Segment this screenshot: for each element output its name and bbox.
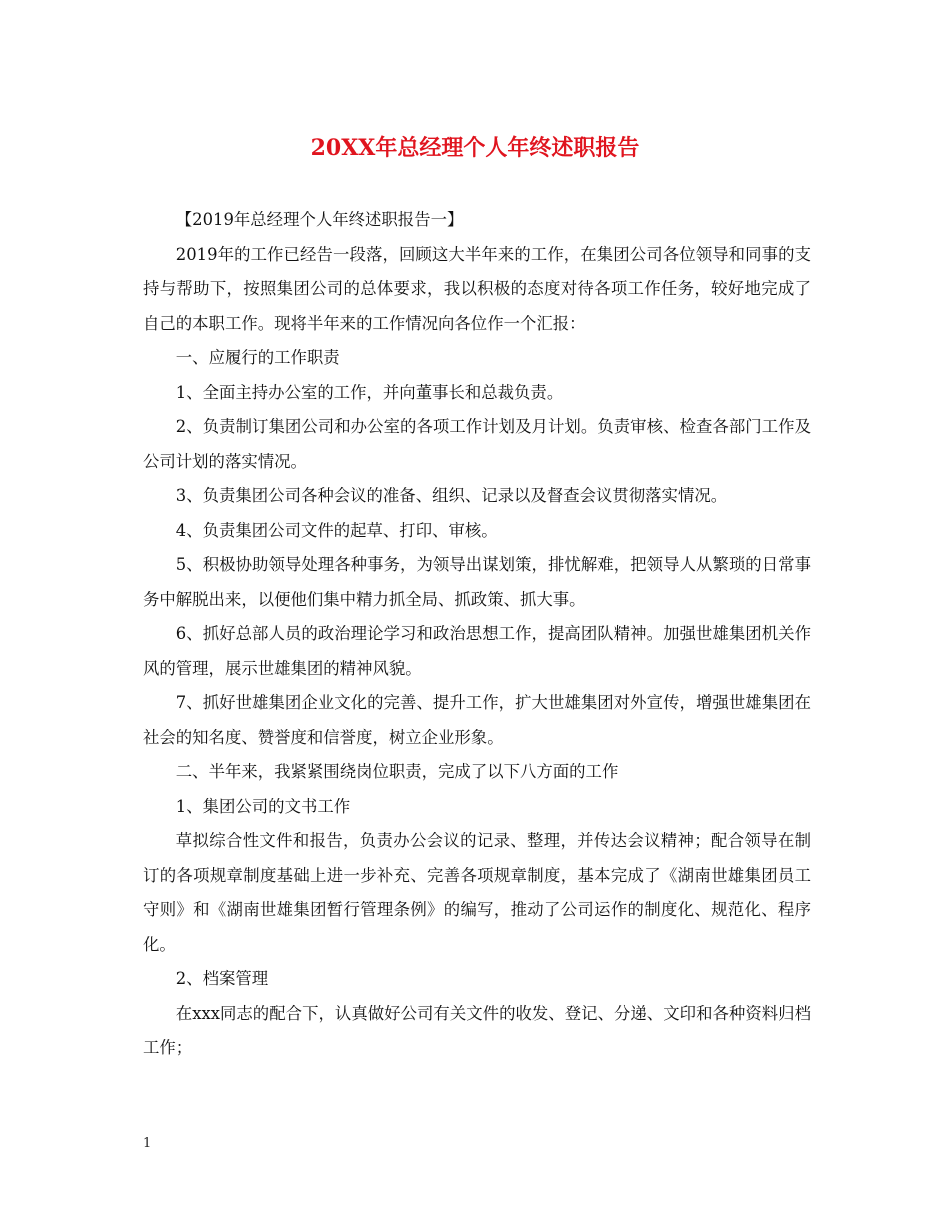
paragraph-work-1: 1、集团公司的文书工作 <box>175 796 351 816</box>
document-body <box>143 203 811 1066</box>
paragraph-work-1-detail: 草拟综合性文件和报告，负责办公会议的记录、整理，并传达会议精神；配合领导在制订的各项规章制度基础上进一步补充、完善各项规章制度，基本完成了《湖南世雄集团员工守则》和《湖南世雄集团暂行管理条例》的编写，推动了公司运作的制度化、规范化、程序化。 <box>143 831 811 954</box>
paragraph-work-2: 2、档案管理 <box>175 969 269 988</box>
document-title: 20XX年总经理个人年终述职报告 <box>310 135 640 161</box>
paragraph-duty-3: 3、负责集团公司各种会议的准备、组织、记录以及督查会议贯彻落实情况。 <box>175 486 728 505</box>
paragraph-duty-7: 7、抓好世雄集团企业文化的完善、提升工作，扩大世雄集团对外宣传，增强世雄集团在社会的知名度、赞誉度和信誉度，树立企业形象。 <box>143 693 811 747</box>
paragraph-duty-1: 1、全面主持办公室的工作，并向董事长和总裁负责。 <box>175 382 564 402</box>
page-number: 1 <box>143 1136 152 1151</box>
paragraph-work-2-detail: 在xxx同志的配合下，认真做好公司有关文件的收发、登记、分递、文印和各种资料归档工作； <box>143 1003 811 1057</box>
paragraph-duty-6: 6、抓好总部人员的政治理论学习和政治思想工作，提高团队精神。加强世雄集团机关作风的管理，展示世雄集团的精神风貌。 <box>143 624 811 678</box>
paragraph-heading-duties: 一、应履行的工作职责 <box>175 348 340 367</box>
paragraph-duty-5: 5、积极协助领导处理各种事务，为领导出谋划策，排忧解难，把领导人从繁琐的日常事务中解脱出来，以便他们集中精力抓全局、抓政策、抓大事。 <box>143 555 811 609</box>
paragraph-duty-4: 4、负责集团公司文件的起草、打印、审核。 <box>175 520 498 540</box>
paragraph-section-heading: 【2019年总经理个人年终述职报告一】 <box>175 210 464 229</box>
paragraph-duty-2: 2、负责制订集团公司和办公室的各项工作计划及月计划。负责审核、检查各部门工作及公司计划的落实情况。 <box>143 417 811 471</box>
paragraph-heading-work: 二、半年来，我紧紧围绕岗位职责，完成了以下八方面的工作 <box>175 762 619 781</box>
paragraph-intro: 2019年的工作已经告一段落，回顾这大半年来的工作，在集团公司各位领导和同事的支持与帮助下，按照集团公司的总体要求，我以积极的态度对待各项工作任务，较好地完成了自己的本职工作。现将半年来的工作情况向各位作一个汇报： <box>143 244 811 333</box>
